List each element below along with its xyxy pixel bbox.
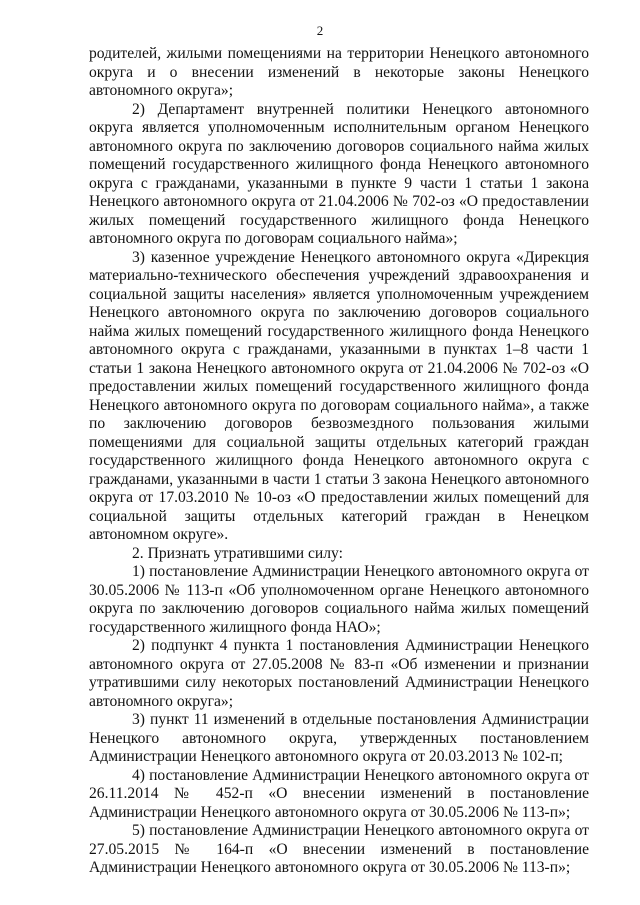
section-heading-2: 2. Признать утратившими силу: <box>132 544 343 562</box>
repealed-item-4: 4) постановление Администрации Ненецкого автономного округа от 26.11.2014 № 452-п «О внесении изменений в постановление Администрации Ненецкого автономного округа от 30.05.2006 № 113-п»; <box>89 766 589 821</box>
document-body <box>89 45 589 878</box>
repealed-item-1: 1) постановление Администрации Ненецкого автономного округа от 30.05.2006 № 113-п «Об уполномоченном органе Ненецкого автономного округа по заключению договоров социального найма жилых помещений государственного жилищного фонда НАО»; <box>89 563 589 636</box>
paragraph-item-3: 3) казенное учреждение Ненецкого автономного округа «Дирекция материально-технического обеспечения учреждений здравоохранения и социальной защиты населения» является уполномоченным учреждением Ненецкого автономного округа по заключению договоров социального найма жилых помещений государственного жилищного фонда Ненецкого автономного округа с гражданами, указанными в пунктах 1–8 части 1 статьи 1 закона Ненецкого автономного округа от 21.04.2006 № 702-оз «О предоставлении жилых помещений государственного жилищного фонда Ненецкого автономного округа по договорам социального найма», а также по заключению договоров безвозмездного пользования жилыми помещениями для социальной защиты отдельных категорий граждан государственного жилищного фонда Ненецкого автономного округа с гражданами, указанными в части 1 статьи 3 закона Ненецкого автономного округа от 17.03.2010 № 10-оз «О предоставлении жилых помещений для социальной защиты отдельных категорий граждан в Ненецком автономном округе». <box>89 248 589 543</box>
repealed-item-5: 5) постановление Администрации Ненецкого автономного округа от 27.05.2015 № 164-п «О внесении изменений в постановление Администрации Ненецкого автономного округа от 30.05.2006 № 113-п»; <box>89 822 589 876</box>
page-number: 2 <box>316 23 324 38</box>
paragraph-continuation: родителей, жилыми помещениями на территории Ненецкого автономного округа и о внесении изменений в некоторые законы Ненецкого автономного округа»; <box>89 45 589 99</box>
repealed-item-3: 3) пункт 11 изменений в отдельные постановления Администрации Ненецкого автономного округа, утвержденных постановлением Администрации Ненецкого автономного округа от 20.03.2013 № 102-п; <box>89 711 589 765</box>
paragraph-item-2: 2) Департамент внутренней политики Ненецкого автономного округа является уполномоченным исполнительным органом Ненецкого автономного округа по заключению договоров социального найма жилых помещений государственного жилищного фонда Ненецкого автономного округа с гражданами, указанными в пункте 9 части 1 статьи 1 закона Ненецкого автономного округа от 21.04.2006 № 702-оз «О предоставлении жилых помещений государственного жилищного фонда Ненецкого автономного округа по договорам социального найма»; <box>89 100 589 247</box>
repealed-item-2: 2) подпункт 4 пункта 1 постановления Администрации Ненецкого автономного округа от 27.05.2008 № 83-п «Об изменении и признании утратившими силу некоторых постановлений Администрации Ненецкого автономного округа»; <box>89 637 589 710</box>
